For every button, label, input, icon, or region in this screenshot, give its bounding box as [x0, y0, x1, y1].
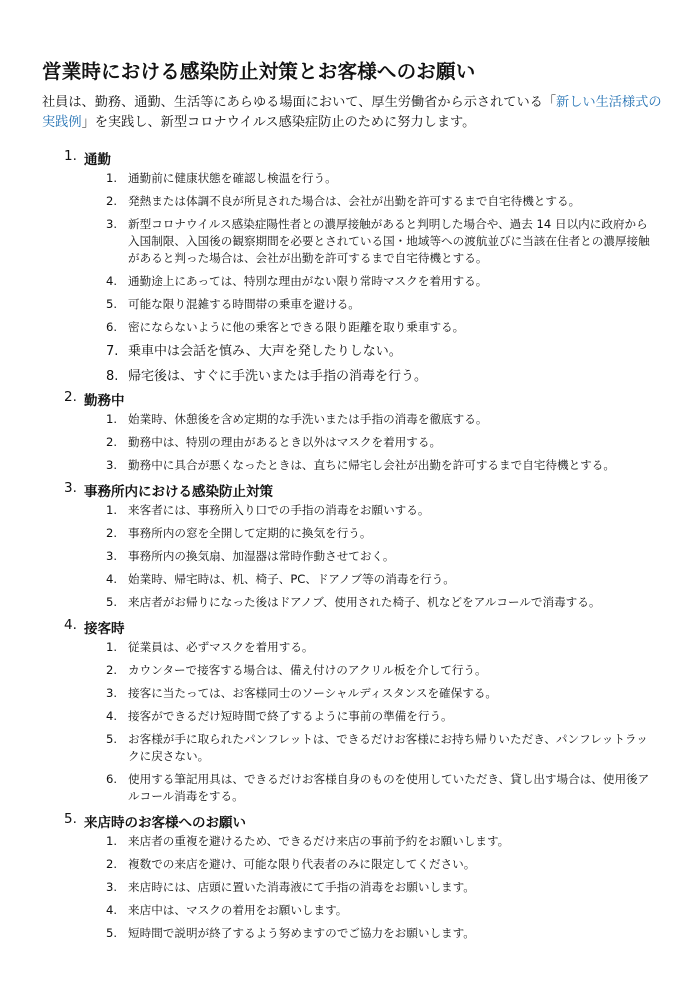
list-item-text: 来客者には、事務所入り口での手指の消毒をお願いする。	[128, 503, 430, 517]
list-item-text: 来店者の重複を避けるため、できるだけ来店の事前予約をお願いします。	[128, 834, 510, 848]
list-item	[0, 685, 700, 702]
list-item-number: 5.	[106, 297, 118, 311]
list-item-text: 従業員は、必ずマスクを着用する。	[128, 640, 314, 654]
intro-text-before: 社員は、勤務、通勤、生活等にあらゆる場面において、厚生労働省から示されている「	[42, 95, 557, 110]
list-item	[0, 548, 700, 565]
section-items	[0, 833, 700, 942]
section-number: 4.	[64, 617, 77, 633]
list-item-number: 2.	[106, 435, 118, 449]
list-item-text: 新型コロナウイルス感染症陽性者との濃厚接触があると判明した場合や、過去 14 日以内に政府から入国制限、入国後の観察期間を必要とされている国・地域等への渡航並びに当該在住者との濃厚接触があると判った場合は、会社が出勤を許可するまで自宅待機とする。	[128, 217, 650, 265]
list-item-number: 3.	[106, 549, 118, 563]
section-items	[0, 411, 700, 474]
section-items	[0, 502, 700, 611]
list-item-number: 2.	[106, 194, 118, 208]
list-item-text: 接客ができるだけ短時間で終了するように事前の準備を行う。	[128, 709, 453, 723]
section-5	[0, 811, 700, 942]
list-item	[0, 216, 700, 267]
section-heading	[0, 389, 700, 411]
intro-text-after: 」を実践し、新型コロナウイルス感染症防止のために努力します。	[81, 115, 476, 130]
list-item-text: 事務所内の窓を全開して定期的に換気を行う。	[128, 526, 372, 540]
document-title: 営業時における感染防止対策とお客様へのお願い	[42, 60, 476, 83]
list-item-number: 2.	[106, 857, 118, 871]
list-item-number: 4.	[106, 572, 118, 586]
list-item	[0, 879, 700, 896]
section-number: 1.	[64, 148, 77, 164]
list-item	[0, 342, 700, 361]
list-item	[0, 708, 700, 725]
list-item-number: 1.	[106, 171, 118, 185]
section-number: 2.	[64, 389, 77, 405]
list-item-number: 1.	[106, 834, 118, 848]
list-item	[0, 502, 700, 519]
list-item-text: お客様が手に取られたパンフレットは、できるだけお客様にお持ち帰りいただき、パンフレットラックに戻さない。	[128, 732, 648, 763]
list-item-number: 5.	[106, 595, 118, 609]
section-number: 3.	[64, 480, 77, 496]
list-item-text: 接客に当たっては、お客様同士のソーシャルディスタンスを確保する。	[128, 686, 498, 700]
list-item	[0, 170, 700, 187]
list-item-number: 5.	[106, 926, 118, 940]
section-1	[0, 148, 700, 386]
list-item	[0, 273, 700, 290]
list-item-number: 7.	[106, 344, 119, 359]
list-item-number: 3.	[106, 686, 118, 700]
list-item-text: 発熱または体調不良が所見された場合は、会社が出勤を許可するまで自宅待機とする。	[128, 194, 581, 208]
list-item-text: 帰宅後は、すぐに手洗いまたは手指の消毒を行う。	[128, 369, 428, 384]
list-item-text: 始業時、休憩後を含め定期的な手洗いまたは手指の消毒を徹底する。	[128, 412, 488, 426]
list-item-text: 来店者がお帰りになった後はドアノブ、使用された椅子、机などをアルコールで消毒する。	[128, 595, 601, 609]
list-item-text: 来店中は、マスクの着用をお願いします。	[128, 903, 348, 917]
list-item	[0, 367, 700, 386]
list-item-number: 4.	[106, 709, 118, 723]
list-item-number: 1.	[106, 412, 118, 426]
list-item	[0, 525, 700, 542]
list-item	[0, 771, 700, 805]
list-item-text: 複数での来店を避け、可能な限り代表者のみに限定してください。	[128, 857, 476, 871]
list-item-number: 2.	[106, 526, 118, 540]
section-heading-text: 来店時のお客様へのお願い	[84, 815, 246, 831]
list-item	[0, 662, 700, 679]
section-4	[0, 617, 700, 805]
section-heading	[0, 617, 700, 639]
list-item-number: 3.	[106, 458, 118, 472]
list-item-text: 来店時には、店頭に置いた消毒液にて手指の消毒をお願いします。	[128, 880, 475, 894]
list-item	[0, 594, 700, 611]
list-item-text: 勤務中に具合が悪くなったときは、直ちに帰宅し会社が出勤を許可するまで自宅待機とする。	[128, 458, 615, 472]
section-items	[0, 639, 700, 805]
list-item	[0, 833, 700, 850]
list-item	[0, 925, 700, 942]
list-item	[0, 856, 700, 873]
list-item	[0, 457, 700, 474]
section-heading	[0, 811, 700, 833]
intro-link[interactable]: 新しい生活様式の実践例	[42, 95, 662, 130]
section-heading	[0, 148, 700, 170]
section-heading	[0, 480, 700, 502]
section-items	[0, 170, 700, 386]
section-heading-text: 接客時	[84, 621, 125, 637]
list-item-text: 事務所内の換気扇、加湿器は常時作動させておく。	[128, 549, 395, 563]
list-item-number: 4.	[106, 903, 118, 917]
list-item-number: 8.	[106, 369, 119, 384]
section-heading-text: 事務所内における感染防止対策	[84, 484, 273, 500]
list-item	[0, 319, 700, 336]
list-item	[0, 902, 700, 919]
list-item	[0, 571, 700, 588]
list-item-number: 3.	[106, 217, 118, 231]
list-item-text: 乗車中は会話を慎み、大声を発したりしない。	[128, 344, 402, 359]
list-item-number: 1.	[106, 640, 118, 654]
list-item-text: 密にならないように他の乗客とできる限り距離を取り乗車する。	[128, 320, 465, 334]
list-item-text: 使用する筆記用具は、できるだけお客様自身のものを使用していただき、貸し出す場合は、使用後アルコール消毒をする。	[128, 772, 650, 803]
section-3	[0, 480, 700, 611]
section-heading-text: 通勤	[84, 152, 111, 168]
section-2	[0, 389, 700, 474]
list-item-number: 5.	[106, 732, 118, 746]
list-item-number: 3.	[106, 880, 118, 894]
list-item-number: 6.	[106, 772, 118, 786]
list-item-number: 1.	[106, 503, 118, 517]
list-item-text: 可能な限り混雑する時間帯の乗車を避ける。	[128, 297, 360, 311]
list-item-text: 短時間で説明が終了するよう努めますのでご協力をお願いします。	[128, 926, 475, 940]
section-heading-text: 勤務中	[84, 393, 125, 409]
list-item	[0, 411, 700, 428]
list-item	[0, 296, 700, 313]
list-item-number: 4.	[106, 274, 118, 288]
list-item	[0, 639, 700, 656]
list-item	[0, 731, 700, 765]
list-item-text: 始業時、帰宅時は、机、椅子、PC、ドアノブ等の消毒を行う。	[128, 572, 455, 586]
list-item-number: 6.	[106, 320, 118, 334]
list-item-text: 勤務中は、特別の理由があるとき以外はマスクを着用する。	[128, 435, 442, 449]
list-item	[0, 193, 700, 210]
list-item-text: 通勤前に健康状態を確認し検温を行う。	[128, 171, 337, 185]
list-item-number: 2.	[106, 663, 118, 677]
list-item-text: カウンターで接客する場合は、備え付けのアクリル板を介して行う。	[128, 663, 487, 677]
sections-list	[0, 148, 700, 948]
intro-paragraph	[42, 93, 672, 133]
list-item-text: 通勤途上にあっては、特別な理由がない限り常時マスクを着用する。	[128, 274, 488, 288]
list-item	[0, 434, 700, 451]
section-number: 5.	[64, 811, 77, 827]
